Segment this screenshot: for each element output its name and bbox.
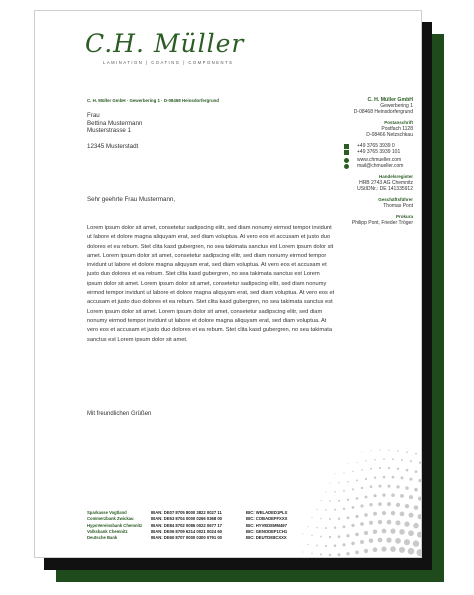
pattern-dot [399,529,405,535]
pattern-dot [378,520,382,524]
pattern-dot [414,488,418,492]
pattern-dot [343,490,345,492]
pattern-dot [346,534,349,537]
pattern-dot [379,485,382,488]
pattern-dot [387,502,391,506]
pattern-dot [397,450,398,451]
pattern-dot [387,520,392,525]
pattern-dot [348,463,349,464]
pattern-dot [382,493,385,496]
logo-tagline: LAMINATION | COATING | COMPONENTS [103,60,234,65]
letter-closing: Mit freundlichen Grüßen [87,411,152,417]
pattern-dot [347,499,349,501]
pattern-dot [329,500,331,502]
pattern-dot [334,509,336,511]
pattern-dot [338,518,340,520]
pattern-dot [396,485,399,488]
bank-bic: BIC: GENODEF1CH1 [246,528,288,534]
pattern-dot [347,481,349,483]
pattern-dot [390,546,396,552]
bank-name: Sparkasse Vogtland [87,510,127,515]
pattern-dot [369,503,372,506]
bank-iban: IBAN: DE84 8702 0086 0022 0677 17 [151,522,223,528]
recipient-salutation: Frau [87,112,100,119]
letter-body: Lorem ipsum dolor sit amet, consetetur sadipscing elitr, sed diam nonumy eirmod tempor invidunt ut labore et dolore magna aliquyam erat, sed diam voluptua. At vero eos et accusam et justo duo dolores et ea rebum. Stet clita kasd gubergren, no sea takimata sanctus est Lorem ipsum dolor sit amet. Lorem ipsum dolor sit amet, consetetur sadipscing elitr, sed diam nonumy eirmod tempor invidunt ut labore et dolore magna aliquyam erat, sed diam voluptua. At vero eos et accusam et justo duo dolores et ea rebum. Stet clita kasd gubergren, no sea takimata sanctus est Lorem ipsum dolor sit amet. Lorem ipsum dolor sit amet, consetetur sadipscing elitr, sed diam nonumy eirmod tempor invidunt ut labore et dolore magna aliquyam erat, sed diam voluptua. At vero eos et accusam et justo duo dolores et ea rebum. Stet clita kasd gubergren, no sea takimata sanctus est Lorem ipsum dolor sit amet. Lorem ipsum dolor sit amet, consetetur sadipscing elitr, sed diam nonumy eirmod tempor invidunt ut labore et dolore magna aliquyam erat, sed diam voluptua. At vero eos et accusam et justo duo dolores et ea rebum. Stet clita kasd gubergren, no sea takimata sanctus est Lorem ipsum dolor sit amet. [87,225,335,343]
pattern-dot [365,478,367,480]
register-line2: UStIDNr.: DE 141335912 [357,186,413,192]
bank-row [87,535,287,541]
pattern-dot [320,536,322,538]
pattern-dot [325,491,326,492]
pattern-dot [334,527,336,529]
pattern-dot [355,551,359,555]
pattern-dot [374,459,376,461]
pattern-dot [378,502,382,506]
pattern-dot [374,477,376,479]
pattern-dot [418,497,421,501]
pattern-dot [370,468,372,470]
pattern-dot [335,473,336,474]
pattern-dot [387,485,390,488]
pattern-dot [418,479,421,482]
pattern-dot [365,460,366,461]
pattern-dot [365,495,368,498]
pattern-dot [352,471,353,472]
company-info-sidebar [303,97,413,226]
pattern-dot [409,495,413,499]
pattern-dot [329,554,331,556]
pattern-dot [361,487,363,489]
pattern-dot [343,525,346,528]
pattern-dot [325,527,327,529]
pattern-dot [370,485,373,488]
pattern-dot [405,486,409,490]
pattern-dot [396,503,400,507]
pattern-dot [410,460,412,462]
pattern-dot [417,532,421,538]
pattern-dot [373,530,377,534]
pattern-dot [379,449,380,450]
postbox-line2: D-08466 Netzschkau [366,132,413,138]
pattern-dot [311,517,312,518]
pattern-dot [334,491,336,493]
register-line1: HRB 2743 AG Chemnitz [359,180,413,186]
pattern-dot [360,504,363,507]
company-logo [85,29,245,69]
letter-greeting: Sehr geehrte Frau Mustermann, [87,196,176,203]
pattern-dot [400,512,405,517]
pattern-dot [395,538,401,544]
pattern-dot [325,545,327,547]
pattern-dot [364,513,368,517]
postbox-heading: Postanschrift [384,120,413,125]
pattern-dot [400,494,404,498]
pattern-dot [395,520,400,525]
pattern-dot [388,467,390,469]
pattern-dot [373,512,377,516]
procura-names: Philipp Pont, Frieder Tröger [351,220,413,226]
managing-director-name: Thomas Pont [383,203,413,209]
pattern-dot [311,553,312,554]
pattern-dot [382,511,386,515]
logo-wordmark: C.H. Müller [85,29,245,58]
pattern-dot [320,500,321,501]
bank-iban: IBAN: DE53 8704 0000 0266 0368 00 [151,516,223,522]
pattern-dot [415,470,418,473]
bank-bic: BIC: HYVEDEMM497 [246,522,287,528]
pattern-dot [329,518,331,520]
bank-bic: BIC: COBADEFFXXX [246,516,288,522]
pattern-dot [364,549,368,553]
pattern-dot [320,554,322,556]
pattern-dot [370,450,371,451]
pattern-dot [378,538,383,543]
fax-row [303,149,413,155]
pattern-dot [325,509,327,511]
pattern-dot [382,529,387,534]
pattern-dot [338,482,339,483]
pattern-dot [316,545,318,547]
fax-number: +49 3765 3939 101 [357,149,401,155]
pattern-dot [391,493,395,497]
pattern-dot [360,522,364,526]
pattern-dot [399,547,405,553]
pattern-dot [415,453,417,455]
pattern-dot [338,535,341,538]
pattern-dot [369,539,373,543]
pattern-dot [355,533,359,537]
pattern-dot [373,547,378,552]
globe-icon [344,158,349,163]
pattern-dot [356,497,359,500]
pattern-dot [356,479,358,481]
pattern-dot [386,537,391,542]
bank-details [87,510,287,541]
pattern-dot [316,509,317,510]
pattern-dot [346,552,349,555]
pattern-dot [409,478,412,481]
pattern-dot [413,523,419,529]
phone-icon [344,144,349,149]
pattern-dot [338,553,341,556]
pattern-dot [364,531,368,535]
recipient-name: Bettina Mustermann [87,119,143,127]
bank-name: Commerzbank Zwickau [87,516,134,522]
letter-page [34,10,422,558]
pattern-dot [408,530,414,536]
pattern-dot [392,476,395,479]
register-heading: Handelsregister [378,174,413,179]
pattern-dot [360,540,364,544]
pattern-dot [347,516,350,519]
postbox-line1: Postfach 1128 [381,126,413,132]
bank-iban: IBAN: DE60 8707 0000 0300 0791 00 [151,535,223,541]
pattern-dot [329,536,331,538]
pattern-dot [417,549,421,556]
bank-name: HypoVereinsbank Chemnitz [87,522,143,528]
pattern-dot [351,524,354,527]
bank-iban: IBAN: DE07 8705 8000 3822 0027 11 [151,510,222,515]
pattern-dot [390,529,395,534]
pattern-dot [419,462,421,464]
website-link[interactable]: www.chmueller.com [357,157,402,163]
managing-director-heading: Geschäftsführer [378,197,413,202]
pattern-dot [406,469,409,472]
bank-name: Deutsche Bank [87,535,118,541]
bank-bic: BIC: WELADED1PLX [246,510,288,515]
pattern-dot [413,540,419,546]
bank-bic: BIC: DEUTDE8CXXX [246,535,287,541]
pattern-dot [307,544,308,545]
pattern-dot [408,548,415,555]
pattern-dot [362,452,363,453]
pattern-dot [373,494,376,497]
recipient-city: 12345 Musterstadt [87,142,139,150]
bank-iban: IBAN: DE06 8709 6214 0021 0024 60 [151,528,223,534]
sidebar-company-name: C. H. Müller GmbH [367,97,413,103]
pattern-dot [338,500,340,502]
pattern-dot [379,467,381,469]
pattern-dot [401,476,404,479]
pattern-dot [401,459,403,461]
pattern-dot [334,544,337,547]
procura-heading: Prokura [395,214,413,219]
sidebar-city: D-08468 Heinsdorfergrund [353,109,413,115]
pattern-dot [356,462,357,463]
pattern-dot [307,526,308,527]
pattern-dot [417,514,421,519]
recipient-address [87,112,142,150]
pattern-dot [352,506,355,509]
pattern-dot [406,451,408,453]
pattern-dot [361,469,363,471]
email-link[interactable]: mail@chmueller.com [357,163,404,169]
bank-name: Volksbank Chemnitz [87,528,128,534]
pattern-dot [311,535,312,536]
pattern-dot [303,534,304,535]
pattern-dot [388,449,389,450]
pattern-dot [392,458,394,460]
pattern-dot [303,552,304,553]
pattern-dot [397,468,399,470]
pattern-dot [320,518,322,520]
sender-line: C. H. Müller GmbH · Gewerbering 1 · D-08468 Heinsdorfergrund [87,98,219,103]
pattern-dot [342,543,345,546]
pattern-dot [383,458,385,460]
pattern-dot [383,476,386,479]
email-row [303,163,413,169]
pattern-dot [351,542,355,546]
sidebar-street: Gewerbering 1 [380,103,413,109]
pattern-dot [316,527,318,529]
pattern-dot [404,539,410,545]
pattern-dot [355,515,358,518]
pattern-dot [404,522,409,527]
pattern-dot [329,482,330,483]
decorative-dot-pattern [291,447,421,557]
pattern-dot [409,513,414,518]
pattern-dot [381,546,386,551]
pattern-dot [369,521,373,525]
phone-number: +49 3765 3939 0 [357,143,395,149]
recipient-street: Musterstrasse 1 [87,127,132,135]
pattern-dot [391,511,395,515]
fax-icon [344,150,349,155]
pattern-dot [343,508,345,510]
pattern-dot [414,505,419,510]
pattern-dot [405,504,409,508]
mail-icon [344,164,349,169]
pattern-dot [352,488,354,490]
pattern-dot [343,472,344,473]
